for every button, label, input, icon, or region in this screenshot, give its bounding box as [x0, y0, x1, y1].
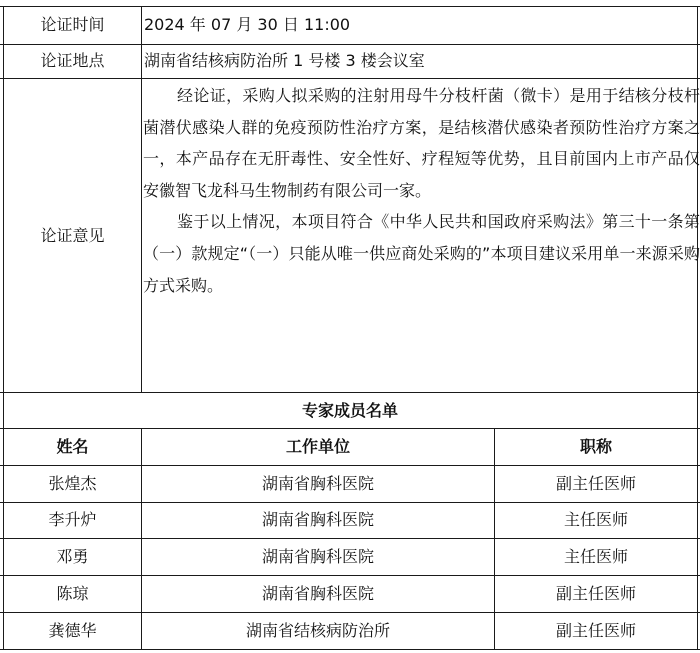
expert-name: 李升炉: [48, 510, 97, 529]
rule: [0, 649, 700, 650]
expert-workplace: 湖南省结核病防治所: [245, 621, 390, 640]
expert-title: 主任医师: [563, 510, 628, 529]
expert-workplace: 湖南省胸科医院: [261, 474, 374, 493]
expert-title: 副主任医师: [555, 584, 636, 603]
header-workplace: 工作单位: [285, 437, 350, 456]
rule: [0, 6, 700, 7]
expert-title: 副主任医师: [555, 474, 636, 493]
rule: [141, 6, 142, 392]
expert-workplace: 湖南省胸科医院: [261, 584, 374, 603]
time-value: 2024 年 07 月 30 日 11:00: [144, 15, 351, 34]
rule: [0, 78, 700, 79]
expert-name: 陈琼: [56, 584, 89, 603]
expert-name: 龚德华: [48, 621, 97, 640]
rule: [0, 465, 700, 466]
header-name: 姓名: [56, 437, 89, 456]
opinion-text: [143, 80, 700, 301]
rule: [494, 428, 495, 649]
expert-title: 主任医师: [563, 547, 628, 566]
rule: [0, 502, 700, 503]
rule: [0, 538, 700, 539]
expert-workplace: 湖南省胸科医院: [261, 547, 374, 566]
time-label: 论证时间: [40, 15, 105, 34]
place-label: 论证地点: [40, 51, 105, 70]
rule: [141, 428, 142, 649]
rule: [0, 575, 700, 576]
rule: [0, 428, 700, 429]
rule: [0, 392, 700, 393]
rule: [0, 612, 700, 613]
rule: [0, 44, 700, 45]
opinion-label: 论证意见: [40, 226, 105, 245]
expert-name: 邓勇: [56, 547, 89, 566]
expert-list-title: 专家成员名单: [301, 401, 398, 420]
opinion-paragraph: 鉴于以上情况，本项目符合《中华人民共和国政府采购法》第三十一条第（一）款规定“（一）只能从唯一供应商处采购的”本项目建议采用单一来源采购方式采购。: [143, 212, 700, 295]
place-value: 湖南省结核病防治所 1 号楼 3 楼会议室: [144, 51, 425, 70]
header-title: 职称: [579, 437, 612, 456]
opinion-paragraph: 经论证，采购人拟采购的注射用母牛分枝杆菌（微卡）是用于结核分枝杆菌潜伏感染人群的免疫预防性治疗方案，是结核潜伏感染者预防性治疗方案之一，本产品存在无肝毒性、安全性好、疗程短等优势，且目前国内上市产品仅安徽智飞龙科马生物制药有限公司一家。: [143, 86, 700, 200]
expert-title: 副主任医师: [555, 621, 636, 640]
expert-name: 张煌杰: [48, 474, 97, 493]
expert-workplace: 湖南省胸科医院: [261, 510, 374, 529]
